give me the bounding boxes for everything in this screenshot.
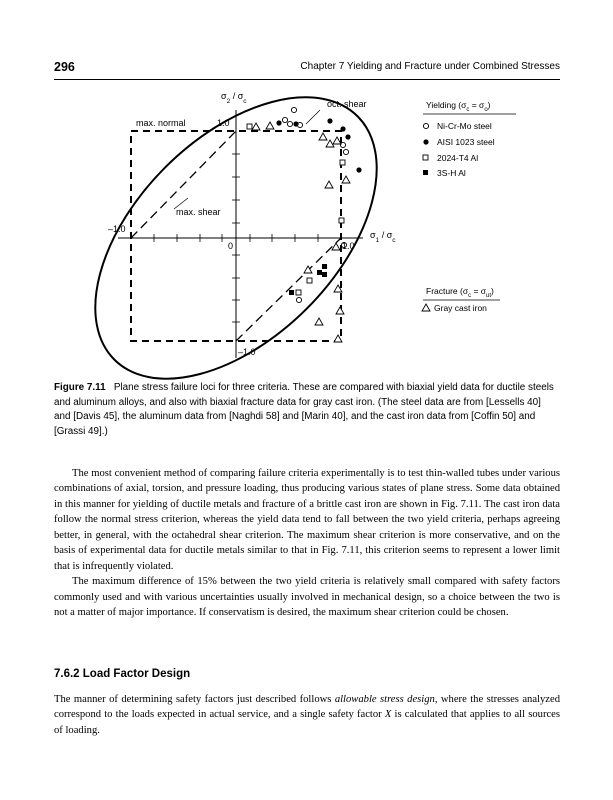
legend-item-ni-cr-mo: Ni-Cr-Mo steel xyxy=(437,121,492,131)
y-tick-neg1-label: –1.0 xyxy=(238,347,256,357)
al-2024-t4-points xyxy=(247,124,345,295)
yielding-legend-title: Yielding $(\sigma_c = \sigma_o)$ xyxy=(426,100,491,113)
oct-shear-label: oct. shear xyxy=(327,99,367,109)
legend-item-2024-t4: 2024-T4 Al xyxy=(437,153,479,163)
paragraph-3: The manner of determining safety factors just described follows allowable stress design, where the stresses analyzed correspond to the loads expected in actual service, and a single safety factor X is calculated that applies to all sources of loading. xyxy=(54,694,561,736)
legend-open-square-marker xyxy=(423,155,428,160)
max-normal-label: max. normal xyxy=(136,118,186,128)
x-axis-label: $\sigma_1 / \sigma_c$ xyxy=(370,230,396,244)
max-shear-upper-diagonal xyxy=(131,131,236,238)
failure-loci-figure xyxy=(0,0,613,380)
figure-caption-label: Figure 7.11 xyxy=(54,382,106,393)
x-tick-1-label: 1.0 xyxy=(342,241,355,251)
body-text-upper xyxy=(54,466,560,621)
running-head-title: Chapter 7 Yielding and Fracture under Combined Stresses xyxy=(300,61,560,72)
yielding-legend xyxy=(423,100,516,178)
figure-caption-text: Plane stress failure loci for three criteria. These are compared with biaxial yield data for ductile steels and aluminum alloys, and also with biaxial fracture data for gray cast iron. (The steel data are from [Lessells 40] and [Davis 45], the aluminum data from [Naghdi 58] and [Marin 40], and the cast iron data from [Coffin 50] and [Grassi 49].) xyxy=(54,382,554,437)
section-heading: 7.6.2 Load Factor Design xyxy=(54,668,191,680)
legend-triangle-marker xyxy=(422,304,430,311)
fracture-legend xyxy=(422,286,500,313)
legend-filled-square-marker xyxy=(423,170,428,175)
paragraph-2: The maximum difference of 15% between the two yield criteria is relatively small compared with safety factors commonly used and with various uncertainties usually involved in mechanical design, so a choice between the two is not a matter of major importance. If conservatism is desired, the maximum shear criterion could be chosen. xyxy=(54,576,560,619)
gray-cast-iron-points xyxy=(252,122,350,342)
oct-shear-leader xyxy=(306,110,320,124)
legend-open-circle-marker xyxy=(423,123,428,128)
page-number: 296 xyxy=(54,60,75,74)
ni-cr-mo-steel-points xyxy=(282,107,348,302)
legend-item-aisi-1023: AISI 1023 steel xyxy=(437,137,495,147)
allowable-stress-design-term: allowable stress design xyxy=(334,694,435,705)
legend-item-gray-cast-iron: Gray cast iron xyxy=(434,303,487,313)
x-tick-neg1-label: –1.0 xyxy=(108,224,126,234)
body-text-lower xyxy=(54,692,560,738)
y-axis-label: $\sigma_2 / \sigma_c$ xyxy=(221,91,247,105)
paragraph-1: The most convenient method of comparing failure criteria experimentally is to test thin-walled tubes under various combinations of axial, torsion, and pressure loading, thus producing various states of plane stress. Some data obtained in this manner for yielding of ductile metals and fracture of a brittle cast iron are shown in Fig. 7.11. The cast iron data follow the normal stress criterion, whereas the yield data tend to fall between the two yield criteria, perhaps agreeing better, in general, with the octahedral shear criterion. The maximum shear criterion is more conservative, and on the basis of experimental data for ductile metals similar to that in Fig. 7.11, this criterion seems to represent a lower limit that is infrequently violated. xyxy=(54,468,560,572)
y-tick-1-label: 1.0 xyxy=(217,118,230,128)
figure-caption xyxy=(54,381,560,440)
legend-filled-circle-marker xyxy=(423,139,428,144)
max-shear-label: max. shear xyxy=(176,207,221,217)
origin-label: 0 xyxy=(228,241,234,251)
fracture-legend-title: Fracture $(\sigma_c = \sigma_{ut})$ xyxy=(426,286,494,299)
safety-factor-variable: X xyxy=(384,709,392,721)
legend-item-3s-h: 3S-H Al xyxy=(437,168,466,178)
